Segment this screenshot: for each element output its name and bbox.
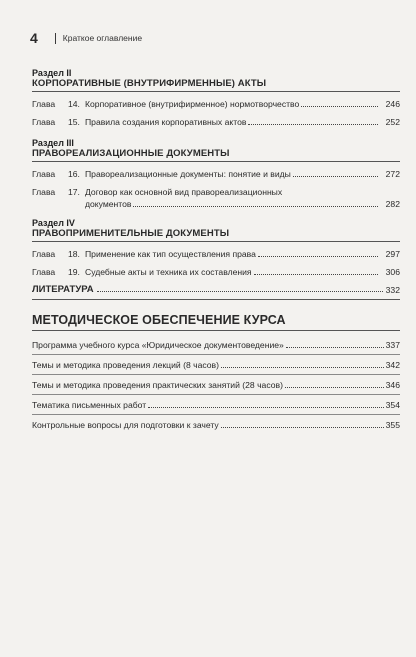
method-entry-title: Программа учебного курса «Юридическое документоведение» [32, 340, 284, 350]
section-title: ПРАВОРЕАЛИЗАЦИОННЫЕ ДОКУМЕНТЫ [32, 148, 400, 162]
page-ref: 337 [385, 340, 400, 350]
chapter-number: 18. [68, 249, 80, 259]
leader-dots [248, 124, 378, 125]
chapter-word: Глава [32, 267, 56, 277]
section-label: Раздел IV [32, 218, 75, 228]
method-entry-title: Темы и методика проведения практических занятий (28 часов) [32, 380, 283, 390]
method-entry[interactable] [32, 339, 400, 355]
page-ref: 297 [385, 249, 400, 259]
leader-dots [148, 407, 383, 408]
toc-entry[interactable] [32, 186, 400, 210]
page-ref: 252 [385, 117, 400, 127]
method-section-title: МЕТОДИЧЕСКОЕ ОБЕСПЕЧЕНИЕ КУРСА [32, 313, 400, 331]
toc-entry[interactable] [32, 98, 400, 110]
method-entry-title: Контрольные вопросы для подготовки к зачету [32, 420, 219, 430]
page-ref: 306 [385, 267, 400, 277]
leader-dots [221, 367, 384, 368]
chapter-word: Глава [32, 169, 56, 179]
leader-dots [285, 387, 384, 388]
section-label: Раздел III [32, 138, 74, 148]
toc-entry[interactable] [32, 248, 400, 260]
table-of-contents [32, 68, 400, 438]
page-ref: 346 [385, 380, 400, 390]
chapter-title: Применение как тип осуществления права [85, 249, 256, 259]
page-ref: 282 [385, 199, 400, 209]
chapter-number: 14. [68, 99, 80, 109]
page-ref: 272 [385, 169, 400, 179]
method-entry[interactable] [32, 359, 400, 375]
page-ref: 355 [385, 420, 400, 430]
method-entry[interactable] [32, 399, 400, 415]
literature-entry[interactable] [32, 284, 400, 300]
chapter-number: 16. [68, 169, 80, 179]
method-entry[interactable] [32, 379, 400, 395]
page-number: 4 [30, 30, 38, 46]
method-entry-title: Темы и методика проведения лекций (8 часов) [32, 360, 219, 370]
method-entry-title: Тематика письменных работ [32, 400, 147, 410]
chapter-title: Правореализационные документы: понятие и виды [85, 169, 291, 179]
header-separator [55, 33, 56, 44]
page-ref: 246 [385, 99, 400, 109]
chapter-number: 19. [68, 267, 80, 277]
section-title: ПРАВОПРИМЕНИТЕЛЬНЫЕ ДОКУМЕНТЫ [32, 228, 400, 242]
running-title: Краткое оглавление [62, 33, 143, 43]
chapter-title: Правила создания корпоративных актов [85, 117, 247, 127]
chapter-title: Договор как основной вид правореализационных [85, 187, 283, 197]
chapter-number: 15. [68, 117, 80, 127]
chapter-word: Глава [32, 99, 56, 109]
leader-dots [293, 176, 378, 177]
chapter-word: Глава [32, 187, 56, 197]
section-label: Раздел II [32, 68, 72, 78]
leader-dots [221, 427, 384, 428]
chapter-title: Судебные акты и техника их составления [85, 267, 252, 277]
chapter-word: Глава [32, 117, 56, 127]
leader-dots [258, 256, 378, 257]
chapter-number: 17. [68, 187, 80, 197]
chapter-word: Глава [32, 249, 56, 259]
page-ref: 332 [385, 285, 400, 295]
toc-entry[interactable] [32, 116, 400, 128]
page-header [30, 30, 142, 46]
section-2 [32, 68, 400, 128]
literature-title: ЛИТЕРАТУРА [32, 284, 94, 295]
section-title: КОРПОРАТИВНЫЕ (ВНУТРИФИРМЕННЫЕ) АКТЫ [32, 78, 400, 92]
leader-dots [97, 291, 383, 292]
chapter-title-cont: документов [85, 199, 132, 209]
leader-dots [133, 206, 378, 207]
page-ref: 354 [385, 400, 400, 410]
toc-entry[interactable] [32, 168, 400, 180]
section-3 [32, 138, 400, 210]
leader-dots [301, 106, 378, 107]
leader-dots [286, 347, 384, 348]
method-entry[interactable] [32, 419, 400, 434]
section-4 [32, 218, 400, 278]
page-ref: 342 [385, 360, 400, 370]
chapter-title: Корпоративное (внутрифирменное) нормотворчество [85, 99, 300, 109]
toc-entry[interactable] [32, 266, 400, 278]
leader-dots [254, 274, 378, 275]
